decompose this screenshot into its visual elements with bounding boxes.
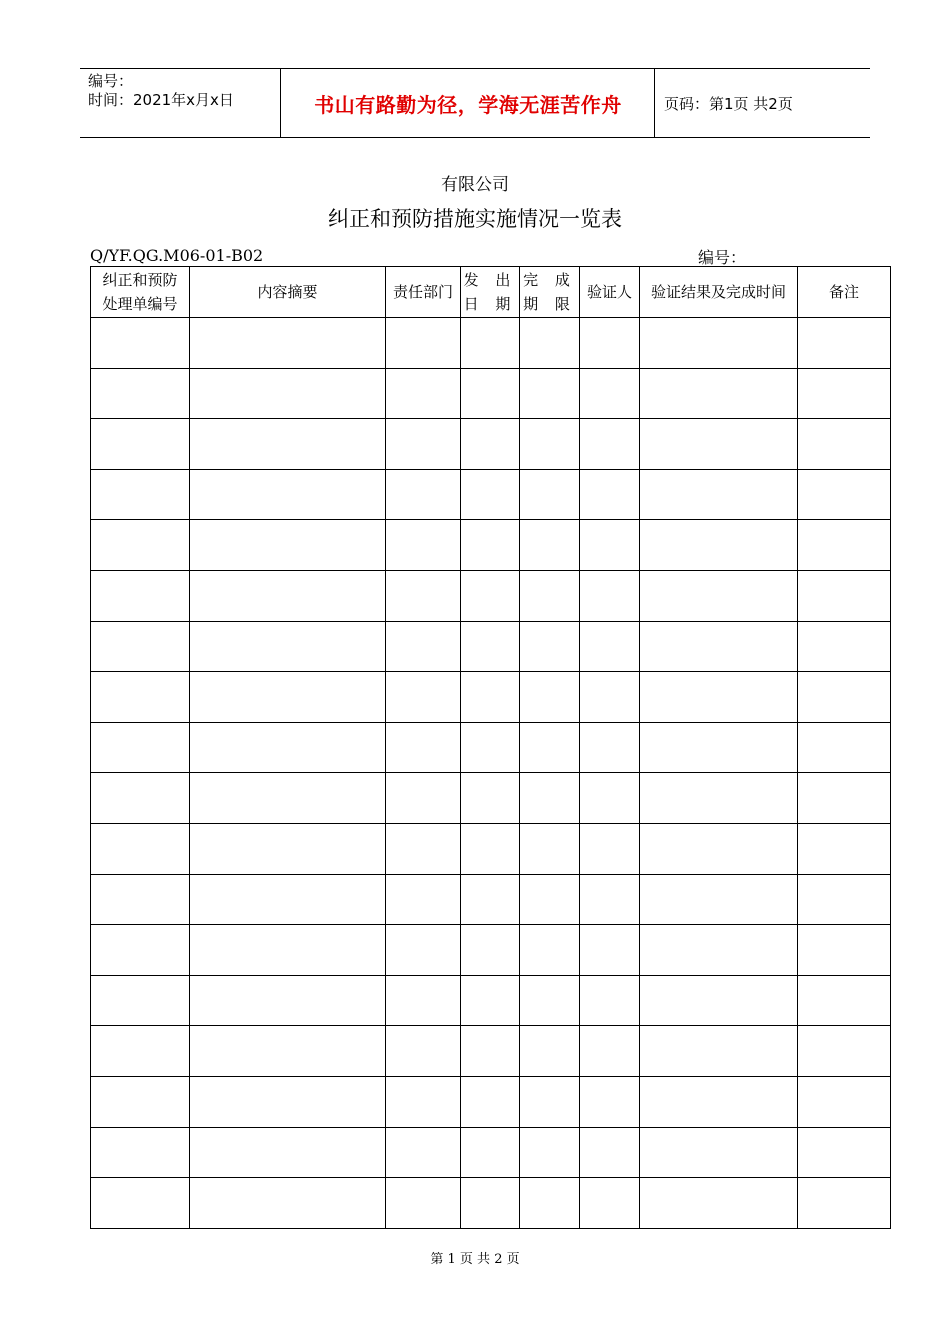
form-number-label: 编号： [698,248,747,267]
table-cell[interactable] [580,874,640,925]
page-header [80,68,870,138]
table-cell[interactable] [190,318,386,369]
table-cell[interactable] [461,469,520,520]
form-code: Q/YF.QG.M06-01-B02 [90,246,264,265]
table-cell[interactable] [190,672,386,723]
column-header-issue-date: 发 出 日 期 [461,267,520,318]
table-cell[interactable] [91,823,190,874]
table-cell[interactable] [798,874,891,925]
table-cell[interactable] [640,621,798,672]
table-cell[interactable] [461,1026,520,1077]
motto: 书山有路勤为径，学海无涯苦作舟 [282,69,655,137]
column-header-record-number: 纠正和预防 处理单编号 [91,267,190,318]
table-cell[interactable] [798,621,891,672]
table-cell[interactable] [640,1026,798,1077]
table-cell[interactable] [798,570,891,621]
table-cell[interactable] [798,1076,891,1127]
table-cell[interactable] [640,672,798,723]
table-cell[interactable] [520,874,580,925]
table-row [91,469,891,520]
table-cell[interactable] [640,1178,798,1229]
table-cell[interactable] [640,570,798,621]
table-cell[interactable] [190,874,386,925]
column-header-deadline: 完 成 期 限 [520,267,580,318]
table-header-row [91,267,891,318]
table-cell[interactable] [190,469,386,520]
table-cell[interactable] [640,823,798,874]
table-cell[interactable] [520,1127,580,1178]
table-cell[interactable] [520,672,580,723]
table-cell[interactable] [520,823,580,874]
table-cell[interactable] [580,520,640,571]
table-cell[interactable] [461,1076,520,1127]
table-cell[interactable] [798,1178,891,1229]
table-cell[interactable] [91,621,190,672]
table-cell[interactable] [520,419,580,470]
table-cell[interactable] [91,419,190,470]
table-cell[interactable] [580,419,640,470]
table-cell[interactable] [520,368,580,419]
table-cell[interactable] [798,1026,891,1077]
table-cell[interactable] [640,1127,798,1178]
table-cell[interactable] [386,621,461,672]
table-cell[interactable] [386,773,461,824]
table-cell[interactable] [461,621,520,672]
table-cell[interactable] [520,773,580,824]
table-cell[interactable] [190,570,386,621]
table-cell[interactable] [520,1026,580,1077]
table-cell[interactable] [640,419,798,470]
table-cell[interactable] [461,520,520,571]
table-cell[interactable] [798,823,891,874]
table-cell[interactable] [461,773,520,824]
table-cell[interactable] [520,1178,580,1229]
table-row [91,672,891,723]
company-name: 有限公司 [441,175,509,195]
table-cell[interactable] [386,823,461,874]
table-cell[interactable] [580,773,640,824]
table-cell[interactable] [461,1127,520,1178]
table-row [91,925,891,976]
table-cell[interactable] [580,1026,640,1077]
table-cell[interactable] [580,570,640,621]
table-cell[interactable] [520,318,580,369]
table-row [91,419,891,470]
column-header-verifier: 验证人 [580,267,640,318]
time-label: 时间：2021年x月x日 [88,91,234,109]
column-header-remarks: 备注 [798,267,891,318]
table-cell[interactable] [580,318,640,369]
document-title: 纠正和预防措施实施情况一览表 [328,207,622,231]
table-cell[interactable] [386,1178,461,1229]
table-row [91,975,891,1026]
table-cell[interactable] [386,975,461,1026]
table-cell[interactable] [640,773,798,824]
table-cell[interactable] [520,722,580,773]
table-row [91,318,891,369]
table-cell[interactable] [91,925,190,976]
table-row [91,823,891,874]
table-cell[interactable] [91,1178,190,1229]
table-cell[interactable] [461,672,520,723]
table-cell[interactable] [798,520,891,571]
table-cell[interactable] [190,925,386,976]
table-cell[interactable] [91,520,190,571]
table-cell[interactable] [798,773,891,824]
table-cell[interactable] [386,469,461,520]
table-cell[interactable] [798,722,891,773]
page-info: 页码：第1页 共2页 [664,94,793,113]
table-row [91,520,891,571]
table-row [91,773,891,824]
table-cell[interactable] [580,722,640,773]
table-cell[interactable] [461,975,520,1026]
table-cell[interactable] [190,773,386,824]
table-cell[interactable] [386,570,461,621]
table-cell[interactable] [386,874,461,925]
number-label: 编号： [88,72,134,90]
table-cell[interactable] [91,874,190,925]
table-row [91,722,891,773]
table-row [91,1178,891,1229]
table-cell[interactable] [386,520,461,571]
table-cell[interactable] [461,823,520,874]
table-cell[interactable] [190,520,386,571]
table-row [91,368,891,419]
table-cell[interactable] [386,318,461,369]
table-cell[interactable] [580,975,640,1026]
table-cell[interactable] [640,975,798,1026]
record-table [90,266,891,1229]
table-cell[interactable] [91,1076,190,1127]
table-cell[interactable] [640,469,798,520]
table-cell[interactable] [386,672,461,723]
table-cell[interactable] [91,570,190,621]
table-cell[interactable] [580,621,640,672]
table-cell[interactable] [798,419,891,470]
table-cell[interactable] [640,318,798,369]
table-cell[interactable] [91,773,190,824]
table-row [91,1127,891,1178]
table-row [91,621,891,672]
table-cell[interactable] [190,1127,386,1178]
table-cell[interactable] [386,1026,461,1077]
table-cell[interactable] [580,1178,640,1229]
table-cell[interactable] [190,823,386,874]
table-cell[interactable] [386,1076,461,1127]
table-row [91,1076,891,1127]
table-cell[interactable] [461,570,520,621]
table-cell[interactable] [640,520,798,571]
table-row [91,874,891,925]
table-cell[interactable] [580,1076,640,1127]
table-cell[interactable] [640,722,798,773]
table-row [91,570,891,621]
table-cell[interactable] [386,419,461,470]
table-cell[interactable] [798,318,891,369]
table-cell[interactable] [520,621,580,672]
table-body [91,318,891,1229]
table-cell[interactable] [520,520,580,571]
table-cell[interactable] [798,925,891,976]
table-cell[interactable] [190,975,386,1026]
table-cell[interactable] [91,368,190,419]
table-cell[interactable] [580,1127,640,1178]
table-cell[interactable] [798,975,891,1026]
table-cell[interactable] [386,925,461,976]
table-cell[interactable] [580,925,640,976]
table-cell[interactable] [461,368,520,419]
table-cell[interactable] [461,419,520,470]
table-cell[interactable] [798,469,891,520]
table-cell[interactable] [640,1076,798,1127]
table-cell[interactable] [640,368,798,419]
table-cell[interactable] [91,975,190,1026]
table-cell[interactable] [461,925,520,976]
table-cell[interactable] [798,368,891,419]
table-cell[interactable] [461,722,520,773]
table-cell[interactable] [91,318,190,369]
table-cell[interactable] [190,722,386,773]
table-cell[interactable] [386,722,461,773]
table-cell[interactable] [190,368,386,419]
table-cell[interactable] [190,1026,386,1077]
table-cell[interactable] [91,1026,190,1077]
table-cell[interactable] [520,975,580,1026]
table-cell[interactable] [798,1127,891,1178]
table-cell[interactable] [580,823,640,874]
table-cell[interactable] [798,672,891,723]
table-cell[interactable] [461,1178,520,1229]
column-header-department: 责任部门 [386,267,461,318]
table-cell[interactable] [91,672,190,723]
table-cell[interactable] [190,1076,386,1127]
table-cell[interactable] [580,368,640,419]
table-cell[interactable] [580,469,640,520]
header-meta [80,69,281,137]
table-cell[interactable] [190,419,386,470]
table-cell[interactable] [640,925,798,976]
table-cell[interactable] [520,570,580,621]
table-cell[interactable] [461,874,520,925]
page-footer: 第 1 页 共 2 页 [430,1252,520,1267]
table-cell[interactable] [640,874,798,925]
table-cell[interactable] [190,1178,386,1229]
table-cell[interactable] [386,1127,461,1178]
table-row [91,1026,891,1077]
table-cell[interactable] [461,318,520,369]
table-cell[interactable] [520,925,580,976]
table-cell[interactable] [91,469,190,520]
table-cell[interactable] [520,1076,580,1127]
table-cell[interactable] [386,368,461,419]
table-cell[interactable] [190,621,386,672]
column-header-verification-result: 验证结果及完成时间 [640,267,798,318]
table-cell[interactable] [91,722,190,773]
table-cell[interactable] [580,672,640,723]
column-header-summary: 内容摘要 [190,267,386,318]
table-cell[interactable] [520,469,580,520]
table-cell[interactable] [91,1127,190,1178]
